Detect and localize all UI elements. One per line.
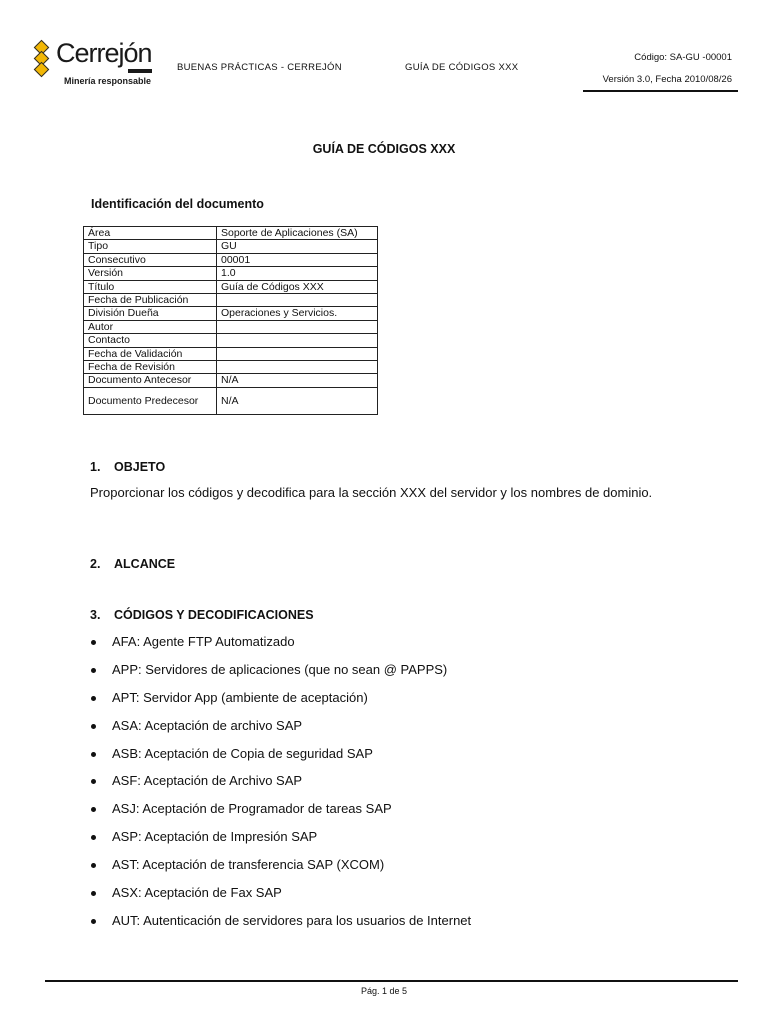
list-item: APP: Servidores de aplicaciones (que no sean @ PAPPS) bbox=[90, 658, 471, 686]
codes-list bbox=[90, 630, 471, 937]
logo-tagline: Minería responsable bbox=[64, 76, 152, 86]
meta-value: 1.0 bbox=[217, 267, 378, 280]
meta-key: Contacto bbox=[84, 334, 217, 347]
meta-value: N/A bbox=[217, 387, 378, 414]
meta-key: Tipo bbox=[84, 240, 217, 253]
list-item: ASF: Aceptación de Archivo SAP bbox=[90, 769, 471, 797]
meta-key: Fecha de Publicación bbox=[84, 294, 217, 307]
footer-divider bbox=[45, 980, 738, 982]
meta-value: GU bbox=[217, 240, 378, 253]
meta-key: Área bbox=[84, 227, 217, 240]
section-number: 2. bbox=[90, 557, 101, 571]
identification-heading: Identificación del documento bbox=[91, 197, 264, 211]
list-item: ASX: Aceptación de Fax SAP bbox=[90, 881, 471, 909]
logo-underline bbox=[128, 69, 152, 73]
meta-key: Título bbox=[84, 280, 217, 293]
list-item: ASP: Aceptación de Impresión SAP bbox=[90, 825, 471, 853]
table-row bbox=[84, 334, 378, 347]
list-item: AFA: Agente FTP Automatizado bbox=[90, 630, 471, 658]
meta-key: Documento Antecesor bbox=[84, 374, 217, 387]
meta-value bbox=[217, 334, 378, 347]
section-heading-codigos bbox=[90, 608, 314, 622]
meta-key: Fecha de Validación bbox=[84, 347, 217, 360]
table-row bbox=[84, 320, 378, 333]
list-item: AUT: Autenticación de servidores para los usuarios de Internet bbox=[90, 909, 471, 937]
section-number: 3. bbox=[90, 608, 101, 622]
table-row bbox=[84, 387, 378, 414]
header-section-label: BUENAS PRÁCTICAS - CERREJÓN bbox=[177, 62, 342, 73]
table-row bbox=[84, 307, 378, 320]
logo-wordmark: Cerrejón bbox=[56, 38, 152, 68]
meta-value: Soporte de Aplicaciones (SA) bbox=[217, 227, 378, 240]
section-title: OBJETO bbox=[114, 460, 166, 474]
meta-value: N/A bbox=[217, 374, 378, 387]
header-guide-label: GUÍA DE CÓDIGOS XXX bbox=[405, 62, 519, 73]
header-divider bbox=[583, 90, 738, 92]
section-number: 1. bbox=[90, 460, 101, 474]
meta-value bbox=[217, 294, 378, 307]
list-item: AST: Aceptación de transferencia SAP (XCOM) bbox=[90, 853, 471, 881]
section-heading-alcance bbox=[90, 557, 175, 571]
logo-diamond-icon bbox=[34, 42, 48, 74]
list-item: ASJ: Aceptación de Programador de tareas SAP bbox=[90, 797, 471, 825]
section-heading-objeto bbox=[90, 460, 165, 474]
company-logo bbox=[30, 40, 160, 90]
meta-key: Autor bbox=[84, 320, 217, 333]
meta-key: Consecutivo bbox=[84, 253, 217, 266]
table-row bbox=[84, 227, 378, 240]
table-row bbox=[84, 361, 378, 374]
meta-key: División Dueña bbox=[84, 307, 217, 320]
list-item: APT: Servidor App (ambiente de aceptación) bbox=[90, 686, 471, 714]
list-item: ASA: Aceptación de archivo SAP bbox=[90, 714, 471, 742]
section-title: ALCANCE bbox=[114, 557, 176, 571]
section-title: CÓDIGOS Y DECODIFICACIONES bbox=[114, 608, 314, 622]
objeto-paragraph: Proporcionar los códigos y decodifica para la sección XXX del servidor y los nombres de dominio. bbox=[90, 485, 653, 500]
meta-key: Documento Predecesor bbox=[84, 387, 217, 414]
table-row bbox=[84, 253, 378, 266]
header-version: Versión 3.0, Fecha 2010/08/26 bbox=[602, 74, 732, 85]
meta-key: Fecha de Revisión bbox=[84, 361, 217, 374]
meta-value: Operaciones y Servicios. bbox=[217, 307, 378, 320]
table-row bbox=[84, 294, 378, 307]
meta-key: Versión bbox=[84, 267, 217, 280]
meta-value: 00001 bbox=[217, 253, 378, 266]
document-title: GUÍA DE CÓDIGOS XXX bbox=[312, 142, 456, 156]
table-row bbox=[84, 267, 378, 280]
table-row bbox=[84, 374, 378, 387]
table-row bbox=[84, 240, 378, 253]
header-code: Código: SA-GU -00001 bbox=[634, 52, 732, 63]
table-row bbox=[84, 280, 378, 293]
meta-value: Guía de Códigos XXX bbox=[217, 280, 378, 293]
table-row bbox=[84, 347, 378, 360]
meta-value bbox=[217, 320, 378, 333]
meta-value bbox=[217, 361, 378, 374]
page-number: Pág. 1 de 5 bbox=[360, 986, 408, 996]
meta-value bbox=[217, 347, 378, 360]
document-metadata-table bbox=[83, 226, 378, 415]
list-item: ASB: Aceptación de Copia de seguridad SAP bbox=[90, 742, 471, 770]
